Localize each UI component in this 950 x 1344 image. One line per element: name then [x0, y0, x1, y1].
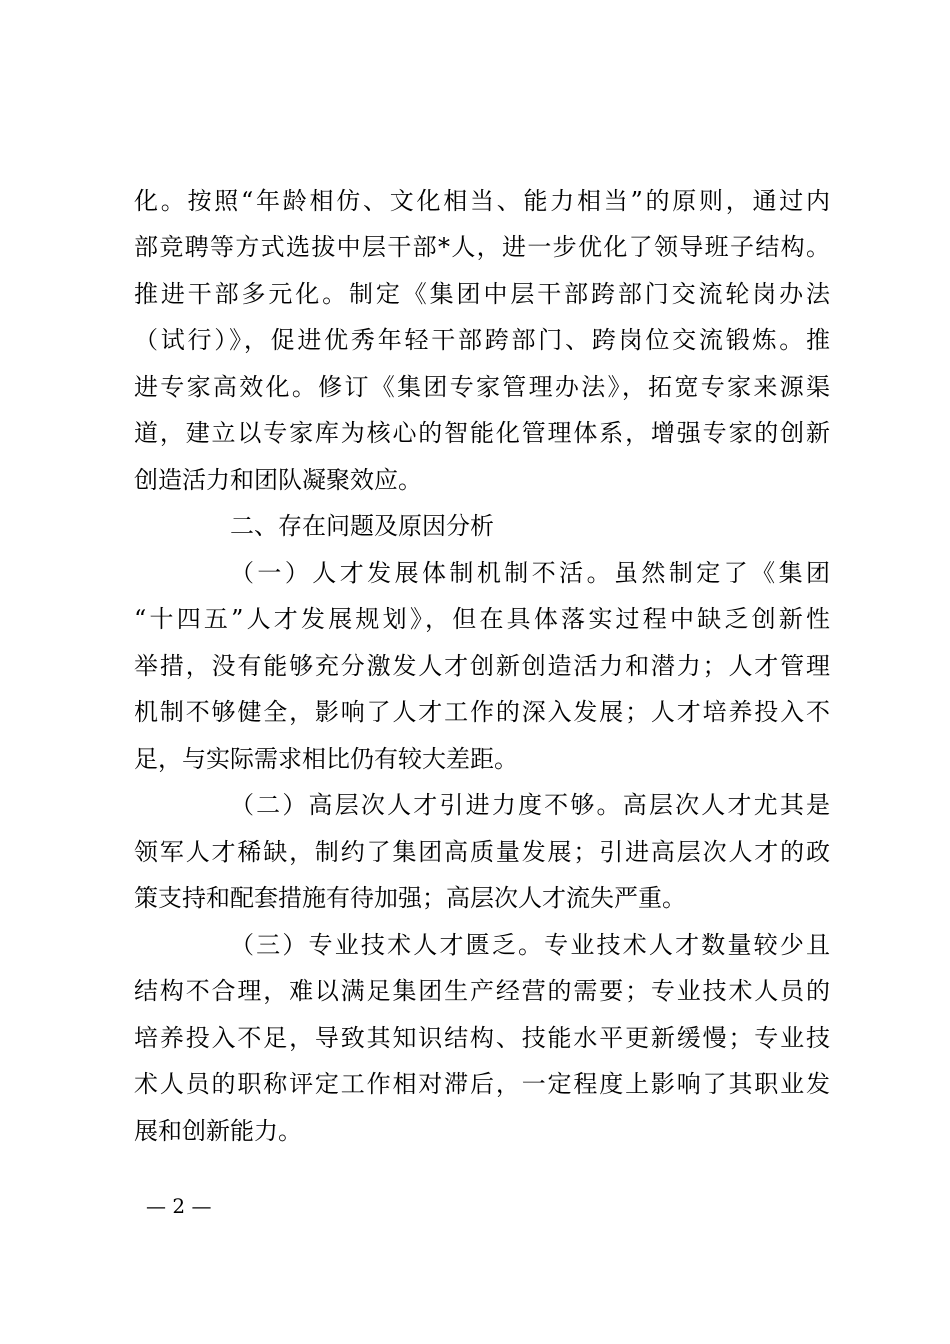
paragraph-line: （三）专业技术人才匮乏。专业技术人才数量较少且: [230, 931, 830, 959]
paragraph-line: 结构不合理，难以满足集团生产经营的需要；专业技术人员的: [134, 977, 830, 1005]
paragraph-line: 展和创新能力。: [134, 1117, 302, 1145]
paragraph-line: 策支持和配套措施有待加强；高层次人才流失严重。: [134, 884, 686, 912]
paragraph-line: 化。按照“年龄相仿、文化相当、能力相当”的原则，通过内: [134, 187, 830, 215]
paragraph-line: 术人员的职称评定工作相对滞后，一定程度上影响了其职业发: [134, 1070, 830, 1098]
paragraph-line: 部竞聘等方式选拔中层干部*人，进一步优化了领导班子结构。: [134, 233, 830, 261]
paragraph-line: 创造活力和团队凝聚效应。: [134, 466, 422, 494]
paragraph-line: （试行）》，促进优秀年轻干部跨部门、跨岗位交流锻炼。推: [134, 326, 830, 354]
paragraph-line: 举措，没有能够充分激发人才创新创造活力和潜力；人才管理: [134, 652, 830, 680]
paragraph-line: 培养投入不足，导致其知识结构、技能水平更新缓慢；专业技: [134, 1024, 830, 1052]
section-heading: 二、存在问题及原因分析: [230, 512, 494, 540]
paragraph-line: 进专家高效化。修订《集团专家管理办法》，拓宽专家来源渠: [134, 373, 830, 401]
paragraph-line: （一）人才发展体制机制不活。虽然制定了《集团: [230, 559, 830, 587]
paragraph-line: 道，建立以专家库为核心的智能化管理体系，增强专家的创新: [134, 419, 830, 447]
paragraph-line: “十四五”人才发展规划》，但在具体落实过程中缺乏创新性: [134, 605, 830, 633]
paragraph-line: （二）高层次人才引进力度不够。高层次人才尤其是: [230, 791, 830, 819]
paragraph-line: 领军人才稀缺，制约了集团高质量发展；引进高层次人才的政: [134, 838, 830, 866]
paragraph-line: 机制不够健全，影响了人才工作的深入发展；人才培养投入不: [134, 698, 830, 726]
paragraph-line: 推进干部多元化。制定《集团中层干部跨部门交流轮岗办法: [134, 280, 830, 308]
page-number: — 2 —: [146, 1194, 212, 1218]
paragraph-line: 足，与实际需求相比仍有较大差距。: [134, 745, 518, 773]
